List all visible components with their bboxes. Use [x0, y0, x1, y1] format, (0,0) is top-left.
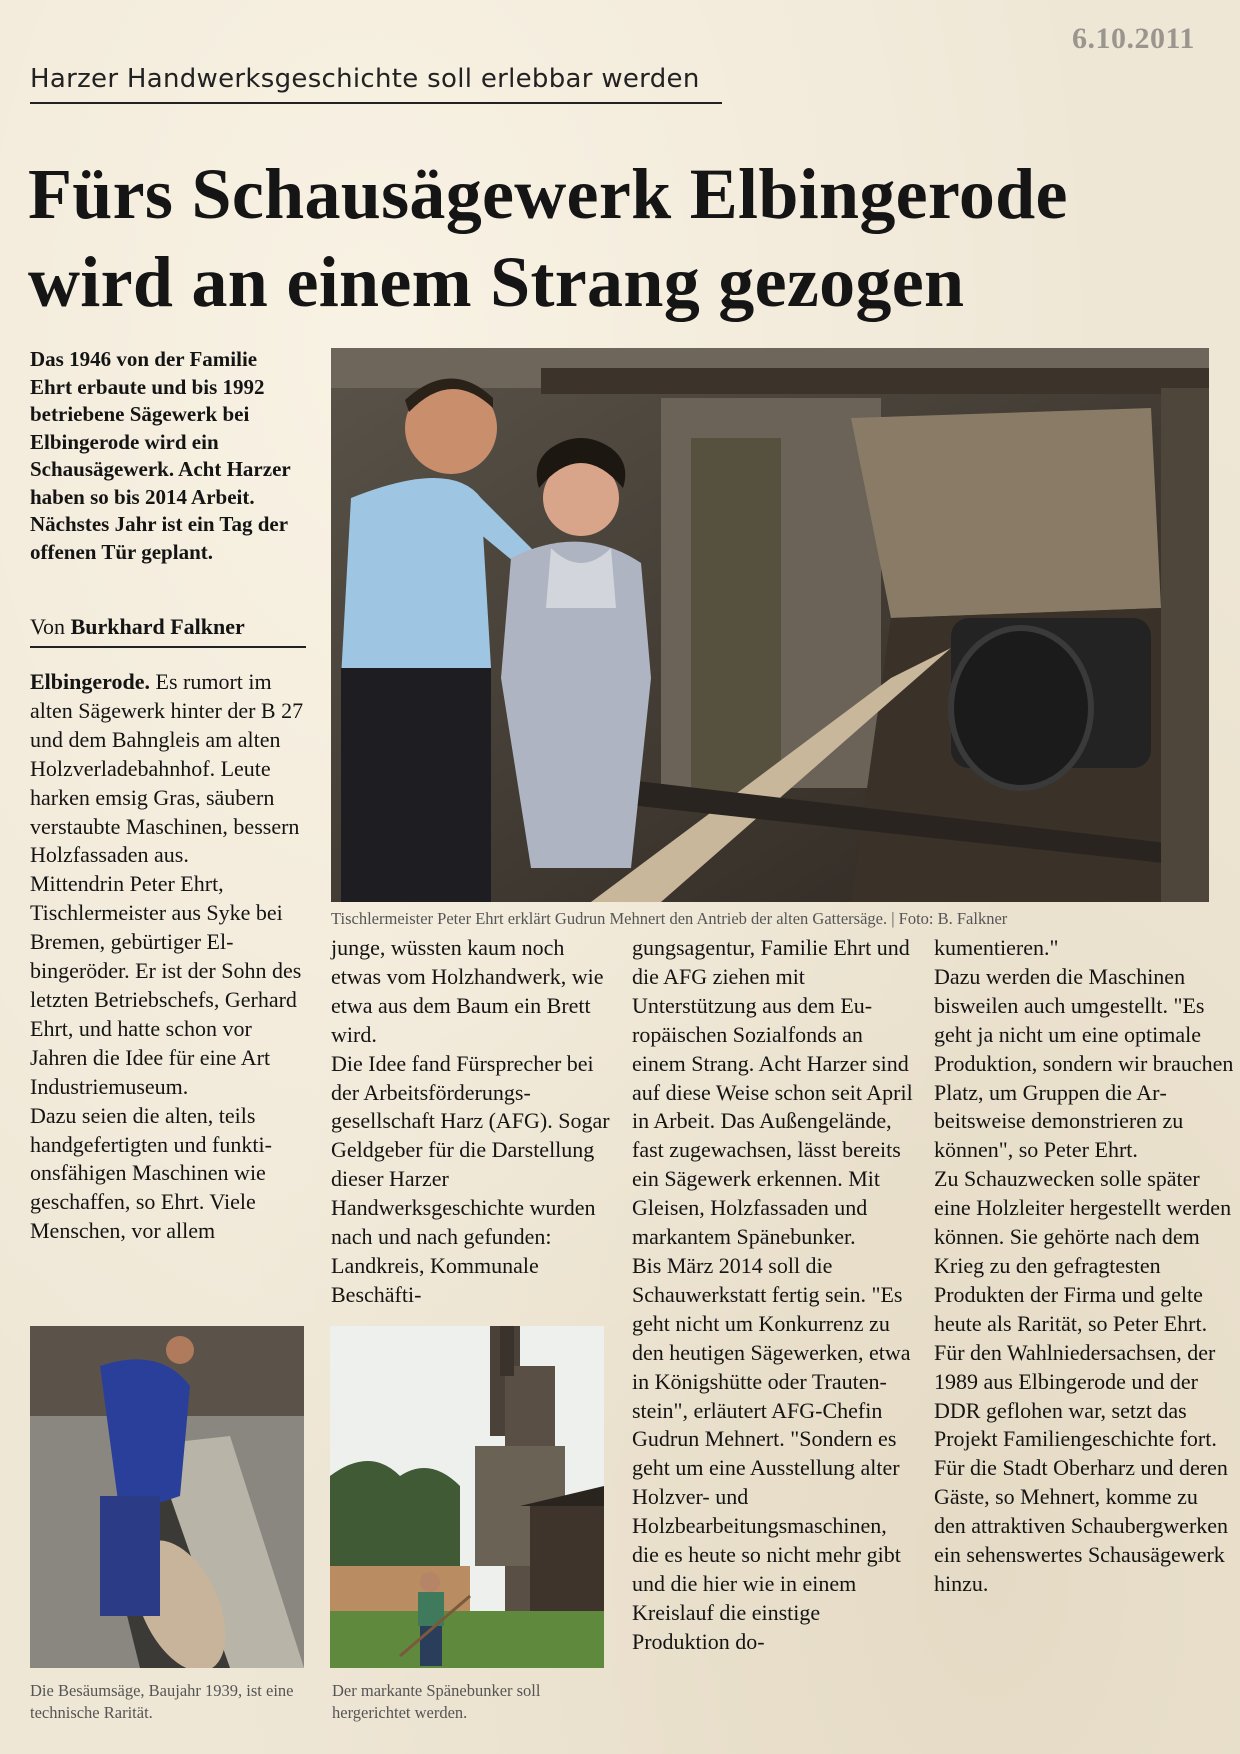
body-column-1: [30, 668, 308, 1246]
dateline: Elbingerode.: [30, 669, 151, 694]
intro-teaser: Das 1946 von der Familie Ehrt erbaute und bis 1992 betriebene Sägewerk bei Elbingerode wird ein Schausägewerk. Acht Harzer haben so bis 2014 Arbeit. Nächstes Jahr ist ein Tag der offenen Tür geplant.: [30, 347, 291, 564]
col3-paragraph-2: Bis März 2014 soll die Schauwerkstatt fertig sein. "Es geht nicht um Konkurrenz zu den heutigen Sägewerken, etwa in Königshütte oder Trautenstein", erläutert AFG-Chefin Gudrun Mehnert. "Sondern es geht um eine Ausstellung alter Holzver- und Holzbearbeitungsmaschinen, die es heute so nicht mehr gibt und die hier wie in einem Kreislauf die einstige Produktion do-: [632, 1252, 911, 1654]
edging-saw-caption: Die Besäumsäge, Baujahr 1939, ist eine technische Rarität.: [30, 1681, 294, 1722]
chip-bunker-photo: [330, 1326, 604, 1668]
col2-paragraph-2: Die Idee fand Fürsprecher bei der Arbeitsförderungsgesellschaft Harz (AFG). Sogar Geldgeber für die Darstellung dieser Harzer Handwerksgeschichte wurden nach und nach gefunden: Landkreis, Kommunale Beschäfti-: [331, 1050, 610, 1307]
body-column-3: [632, 934, 914, 1657]
headline: [28, 150, 1228, 326]
col4-paragraph-2: Dazu werden die Maschinen bisweilen auch umgestellt. "Es geht ja nicht um eine optimale Produktion, sondern wir brauchen Platz, um Gruppen die Arbeitsweise demonstrieren zu können", so Peter Ehrt.: [934, 963, 1234, 1163]
main-photo-caption: Tischlermeister Peter Ehrt erklärt Gudrun Mehnert den Antrieb der alten Gattersäge. | Foto: B. Falkner: [331, 909, 1008, 928]
chip-bunker-caption: Der markante Spänebunker soll hergerichtet werden.: [332, 1681, 541, 1722]
body-column-2: [331, 934, 613, 1310]
byline-prefix: Von: [30, 614, 66, 639]
kicker-line: Harzer Handwerksgeschichte soll erlebbar werden: [30, 64, 722, 104]
col4-paragraph-4: Für den Wahlniedersachsen, der 1989 aus Elbingerode und der DDR geflohen war, setzt das Projekt Familiengeschichte fort. Für die Stadt Oberharz und deren Gäste, so Mehnert, komme zu den attraktiven Schaubergwerken ein sehenswertes Schausägewerk hinzu.: [934, 1339, 1229, 1596]
byline-author: Burkhard Falkner: [70, 614, 245, 639]
col4-paragraph-3: Zu Schauzwecken solle später eine Holzleiter hergestellt werden können. Sie gehörte nach dem Krieg zu den gefragtesten Produkten der Firma und gelte heute als Rarität, so Peter Ehrt.: [934, 1166, 1232, 1336]
col3-paragraph-1: gungsagentur, Familie Ehrt und die AFG ziehen mit Unterstützung aus dem Europäischen Sozialfonds an einem Strang. Acht Harzer sind auf diese Weise schon seit April in Arbeit. Das Außengelände, fast zugewachsen, lässt bereits ein Sägewerk erkennen. Mit Gleisen, Holzfassaden und markantem Spänebunker.: [632, 935, 913, 1250]
col1-paragraph-3: Dazu seien die alten, teils handgefertigten und funktionsfähigen Maschinen wie geschaffen, so Ehrt. Viele Menschen, vor allem: [30, 1102, 272, 1244]
headline-line-2: wird an einem Strang gezogen: [28, 242, 965, 322]
issue-date: 6.10.2011: [1072, 22, 1195, 55]
edging-saw-photo: [30, 1326, 304, 1668]
col2-paragraph-1: junge, wüssten kaum noch etwas vom Holzhandwerk, wie etwa aus dem Baum ein Brett wird.: [331, 935, 604, 1047]
col1-paragraph-1: Es rumort im alten Sägewerk hinter der B 27 und dem Bahngleis am alten Holzverladebahnhof. Leute harken emsig Gras, säubern verstaubte Maschinen, bessern Holzfassaden aus.: [30, 669, 304, 868]
byline: [30, 614, 306, 648]
col1-paragraph-2: Mittendrin Peter Ehrt, Tischlermeister aus Syke bei Bremen, gebürtiger Elbingeröder. Er ist der Sohn des letzten Betriebschefs, Gerhard Ehrt, und hatte schon vor Jahren die Idee für eine Art Industriemuseum.: [30, 871, 302, 1099]
col4-paragraph-1: kumentieren.": [934, 935, 1059, 960]
body-column-4: [934, 934, 1234, 1599]
headline-line-1: Fürs Schausägewerk Elbingerode: [28, 154, 1068, 234]
main-photo-sawmill-visit: [331, 348, 1209, 902]
